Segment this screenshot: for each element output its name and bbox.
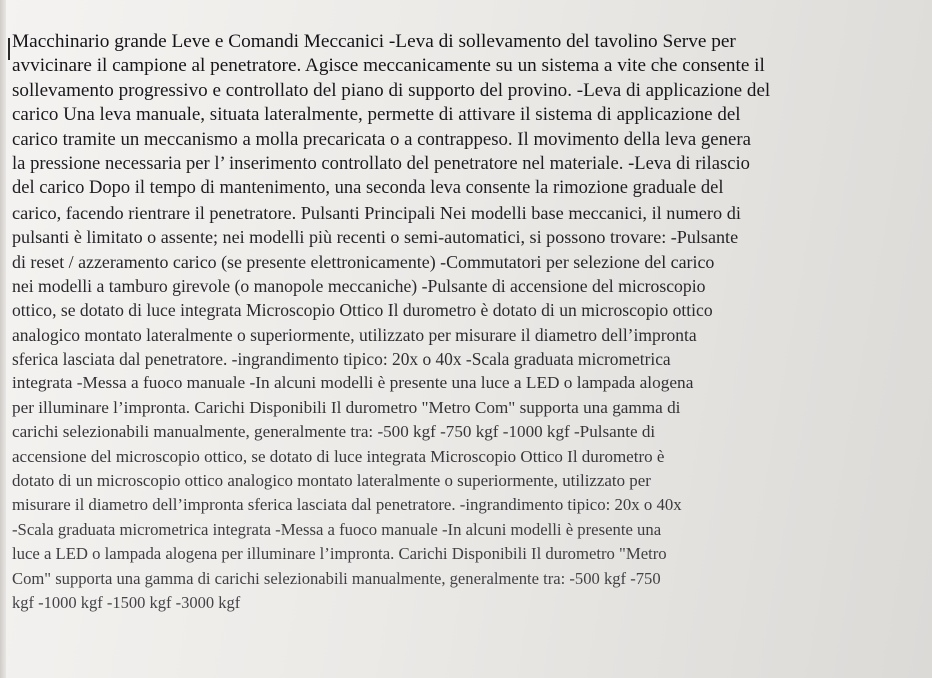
text-line: del carico Dopo il tempo di mantenimento, una seconda leva consente la rimozione graduale del <box>12 178 724 199</box>
text-line: sollevamento progressivo e controllato del piano di supporto del provino. -Leva di applicazione del <box>12 79 771 101</box>
page-edge <box>0 0 6 678</box>
text-line: di reset / azzeramento carico (se presente elettronicamente) -Commutatori per selezione del carico <box>12 251 715 272</box>
text-line: sferica lasciata dal penetratore. -ingrandimento tipico: 20x o 40x -Scala graduata micrometrica <box>12 349 671 370</box>
text-line: luce a LED o lampada alogena per illuminare l’impronta. Carichi Disponibili Il durometro "Metro <box>12 544 667 564</box>
text-line: Com" supporta una gamma di carichi selezionabili manualmente, generalmente tra: -500 kgf -750 <box>12 568 661 588</box>
text-line: per illuminare l’impronta. Carichi Disponibili Il durometro "Metro Com" supporta una gamma di <box>12 397 681 417</box>
text-line: dotato di un microscopio ottico analogico montato lateralmente o superiormente, utilizzato per <box>12 471 651 491</box>
text-line: pulsanti è limitato o assente; nei modelli più recenti o semi-automatici, si possono trovare: -Pulsante <box>12 227 739 248</box>
text-line: carico Una leva manuale, situata lateralmente, permette di attivare il sistema di applicazione del <box>12 104 741 126</box>
text-line: carico tramite un meccanismo a molla precaricata o a contrappeso. Il movimento della leva genera <box>12 128 751 150</box>
text-line: misurare il diametro dell’impronta sferica lasciata dal penetratore. -ingrandimento tipico: 20x o 40x <box>12 495 682 515</box>
text-line: Macchinario grande Leve e Comandi Meccanici -Leva di sollevamento del tavolino Serve per <box>12 31 736 52</box>
text-line: integrata -Messa a fuoco manuale -In alcuni modelli è presente una luce a LED o lampada alogena <box>12 373 694 393</box>
text-cursor <box>8 38 10 60</box>
text-line: avvicinare il campione al penetratore. Agisce meccanicamente su un sistema a vite che consente il <box>12 55 765 77</box>
text-line: nei modelli a tamburo girevole (o manopole meccaniche) -Pulsante di accensione del microscopio <box>12 275 706 296</box>
document-body[interactable] <box>12 30 916 615</box>
text-line: la pressione necessaria per l’ inserimento controllato del penetratore nel materiale. -Leva di rilascio <box>12 152 750 174</box>
text-line: accensione del microscopio ottico, se dotato di luce integrata Microscopio Ottico Il durometro è <box>12 446 665 466</box>
text-line: kgf -1000 kgf -1500 kgf -3000 kgf <box>12 592 241 612</box>
text-line: analogico montato lateralmente o superiormente, utilizzato per misurare il diametro dell’impronta <box>12 324 697 345</box>
text-line: ottico, se dotato di luce integrata Microscopio Ottico Il durometro è dotato di un microscopio ottico <box>12 300 713 321</box>
text-line: carichi selezionabili manualmente, generalmente tra: -500 kgf -750 kgf -1000 kgf -Pulsante di <box>12 422 656 442</box>
text-line: carico, facendo rientrare il penetratore. Pulsanti Principali Nei modelli base meccanici, il numero di <box>12 202 741 223</box>
text-line: -Scala graduata micrometrica integrata -Messa a fuoco manuale -In alcuni modelli è presente una <box>12 519 662 539</box>
